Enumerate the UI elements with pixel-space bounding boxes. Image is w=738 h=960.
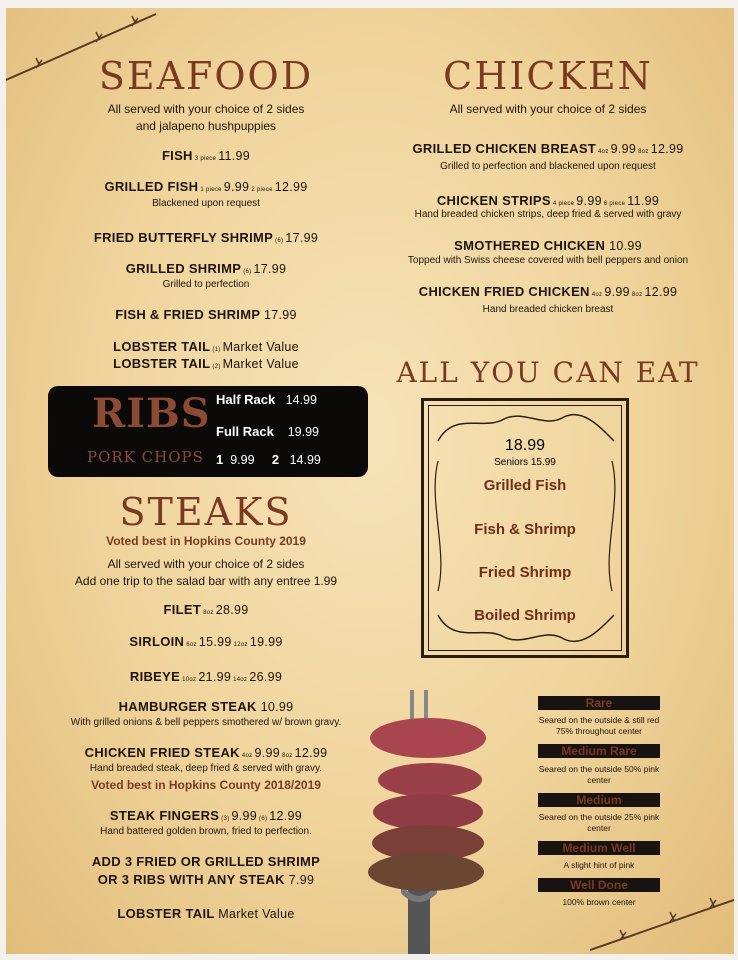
item-name: GRILLED CHICKEN BREAST — [412, 141, 597, 156]
full-rack-price: 19.99 — [287, 425, 319, 439]
half-rack-price: 14.99 — [285, 393, 317, 407]
item-size: 1 piece — [200, 187, 222, 193]
steak-fork-illustration — [368, 680, 498, 954]
steak-addon-line-1: ADD 3 FRIED OR GRILLED SHRIMP — [91, 854, 321, 869]
item-name: GRILLED SHRIMP — [125, 261, 242, 276]
menu-item-hamburger-steak — [26, 699, 386, 714]
item-size: 6oz — [186, 642, 197, 648]
pork-chop-count-2: 2 — [271, 452, 280, 467]
item-size: 3 piece — [194, 156, 217, 162]
menu-item-sirloin — [26, 634, 386, 649]
item-price: 9.99 — [254, 746, 280, 760]
item-price: 19.99 — [249, 635, 283, 649]
seafood-subtitle-2: and jalapeno hushpuppies — [135, 119, 277, 133]
item-name: LOBSTER TAIL — [113, 356, 211, 371]
item-name: CHICKEN FRIED CHICKEN — [418, 284, 590, 299]
menu-item-butterfly-shrimp — [26, 230, 386, 245]
item-price: 9.99 — [223, 180, 250, 194]
ayce-item: Fried Shrimp — [478, 564, 572, 581]
menu-item-steak-fingers — [26, 808, 386, 823]
menu-item-chicken-strips — [368, 193, 728, 208]
ayce-item: Grilled Fish — [483, 477, 567, 494]
item-size: 14oz — [233, 677, 248, 683]
item-price: 9.99 — [576, 194, 602, 208]
item-size: 2 piece — [251, 187, 273, 193]
ayce-price: 18.99 — [504, 437, 546, 454]
item-size: 4 piece — [552, 201, 575, 207]
menu-page — [6, 8, 734, 954]
item-price: 12.99 — [650, 142, 684, 156]
ayce-heading: ALL YOU CAN EAT — [396, 356, 700, 389]
item-size: (6) — [259, 816, 268, 822]
full-rack-row — [216, 424, 319, 439]
steak-addon-line-2 — [26, 872, 386, 887]
item-description: Blackened upon request — [152, 198, 260, 209]
item-size: (2) — [212, 364, 221, 370]
full-rack-label: Full Rack — [216, 424, 274, 439]
item-price: 10.99 — [609, 239, 642, 253]
menu-item-chicken-fried-steak — [26, 745, 386, 760]
menu-item-grilled-shrimp — [26, 261, 386, 276]
item-price: 9.99 — [231, 809, 258, 823]
item-description: Hand breaded steak, deep fried & served with gravy. — [89, 763, 323, 774]
menu-item-filet — [26, 602, 386, 617]
addon-text: OR 3 RIBS WITH ANY STEAK — [97, 872, 285, 887]
steaks-heading: STEAKS — [119, 490, 293, 534]
menu-item-ribeye — [26, 669, 386, 684]
item-size: 8oz — [281, 753, 293, 759]
doneness-medium-well: Medium Well — [538, 841, 660, 855]
item-price: 12.99 — [269, 809, 303, 823]
item-name: FISH & FRIED SHRIMP — [115, 307, 261, 322]
doneness-desc: 100% brown center — [562, 897, 636, 907]
item-price: 10.99 — [260, 700, 294, 714]
menu-item-fish-fried-shrimp — [26, 307, 386, 322]
chicken-heading: CHICKEN — [443, 54, 653, 98]
item-price: 9.99 — [610, 142, 637, 156]
item-name: FRIED BUTTERFLY SHRIMP — [93, 230, 274, 245]
item-size: (6) — [243, 269, 252, 275]
item-price: 26.99 — [249, 670, 283, 684]
doneness-desc: center — [587, 775, 611, 785]
pork-chops-row — [216, 452, 321, 467]
item-size: (3) — [221, 816, 230, 822]
item-size: (6) — [275, 238, 284, 244]
doneness-desc: A slight hint of pink — [563, 860, 635, 870]
pork-chop-price-2: 14.99 — [289, 453, 321, 467]
item-price: 17.99 — [264, 308, 297, 322]
item-description: With grilled onions & bell peppers smothered w/ brown gravy. — [70, 717, 342, 728]
item-name: SMOTHERED CHICKEN — [454, 238, 606, 253]
seafood-heading: SEAFOOD — [98, 54, 314, 98]
item-description: Hand battered golden brown, fried to perfection. — [100, 826, 312, 837]
addon-price: 7.99 — [288, 873, 315, 887]
item-description: Hand breaded chicken strips, deep fried & served with gravy — [414, 209, 682, 220]
item-size: 8oz — [631, 292, 643, 298]
doneness-desc: Seared on the outside 25% pink — [538, 812, 660, 822]
menu-item-grilled-chicken-breast — [368, 141, 728, 156]
item-name: HAMBURGER STEAK — [118, 699, 257, 714]
item-price: 12.99 — [294, 746, 328, 760]
pork-chop-price-1: 9.99 — [230, 453, 255, 467]
item-name: FISH — [161, 148, 193, 163]
item-price: 11.99 — [218, 149, 251, 163]
seafood-subtitle-1: All served with your choice of 2 sides — [107, 102, 305, 116]
item-size: 4oz — [591, 292, 603, 298]
doneness-desc: 75% throughout center — [555, 726, 642, 736]
doneness-medium-rare: Medium Rare — [538, 744, 660, 758]
ayce-item: Fish & Shrimp — [474, 521, 576, 538]
menu-item-fish — [26, 148, 386, 163]
ayce-seniors-price: Seniors 15.99 — [494, 457, 556, 468]
item-price: 12.99 — [644, 285, 678, 299]
ayce-frame — [421, 398, 629, 658]
item-price: 9.99 — [604, 285, 630, 299]
item-size: 4oz — [241, 753, 253, 759]
item-price: 11.99 — [627, 194, 660, 208]
item-name: LOBSTER TAIL — [113, 339, 211, 354]
item-name: CHICKEN FRIED STEAK — [84, 745, 240, 760]
cfs-voted-best: Voted best in Hopkins County 2018/2019 — [91, 778, 321, 792]
doneness-desc: center — [587, 823, 611, 833]
item-name: GRILLED FISH — [104, 179, 199, 194]
menu-item-steak-lobster — [26, 906, 386, 921]
doneness-well-done: Well Done — [538, 878, 660, 892]
item-size: 4oz — [598, 149, 609, 155]
item-price: 15.99 — [198, 635, 232, 649]
item-name: CHICKEN STRIPS — [436, 193, 551, 208]
pork-chops-heading: PORK CHOPS — [87, 448, 204, 466]
ribs-pork-chops-box — [48, 386, 368, 477]
item-price: Market Value — [222, 357, 299, 371]
item-size: 10oz — [182, 677, 197, 683]
item-size: 6 piece — [603, 201, 626, 207]
item-description: Topped with Swiss cheese covered with bell peppers and onion — [407, 255, 689, 266]
item-size: 12oz — [233, 642, 248, 648]
chicken-subtitle: All served with your choice of 2 sides — [449, 102, 647, 116]
item-name: LOBSTER TAIL — [117, 906, 215, 921]
item-size: (1) — [212, 347, 221, 353]
pork-chop-count-1: 1 — [216, 452, 224, 467]
item-name: FILET — [163, 602, 202, 617]
item-size: 8oz — [203, 610, 214, 616]
ribs-heading: RIBS — [92, 390, 211, 437]
item-price: 12.99 — [274, 180, 308, 194]
item-price: 17.99 — [253, 262, 287, 276]
menu-item-lobster-1 — [26, 339, 386, 354]
steaks-voted-best: Voted best in Hopkins County 2019 — [106, 534, 306, 548]
item-description: Grilled to perfection — [162, 279, 250, 290]
item-name: SIRLOIN — [129, 634, 185, 649]
item-price: 17.99 — [285, 231, 319, 245]
doneness-medium: Medium — [538, 793, 660, 807]
steaks-subtitle-1: All served with your choice of 2 sides — [107, 557, 305, 571]
doneness-desc: Seared on the outside & still red — [538, 715, 660, 725]
item-size: 8oz — [638, 149, 649, 155]
doneness-rare: Rare — [538, 696, 660, 710]
item-description: Grilled to perfection and blackened upon request — [440, 161, 656, 172]
menu-item-lobster-2 — [26, 356, 386, 371]
item-name: STEAK FINGERS — [109, 808, 220, 823]
doneness-desc: Seared on the outside 50% pink — [538, 764, 660, 774]
half-rack-row — [216, 392, 317, 407]
menu-item-grilled-fish — [26, 179, 386, 194]
menu-item-chicken-fried-chicken — [368, 284, 728, 299]
ayce-item: Boiled Shrimp — [474, 607, 576, 624]
menu-item-smothered-chicken — [368, 238, 728, 253]
item-price: Market Value — [222, 340, 299, 354]
item-price: Market Value — [218, 907, 295, 921]
item-name: RIBEYE — [129, 669, 181, 684]
item-description: Hand breaded chicken breast — [482, 304, 614, 315]
steaks-subtitle-2: Add one trip to the salad bar with any entree 1.99 — [74, 574, 338, 588]
half-rack-label: Half Rack — [216, 392, 276, 407]
item-price: 21.99 — [198, 670, 232, 684]
item-price: 28.99 — [215, 603, 249, 617]
